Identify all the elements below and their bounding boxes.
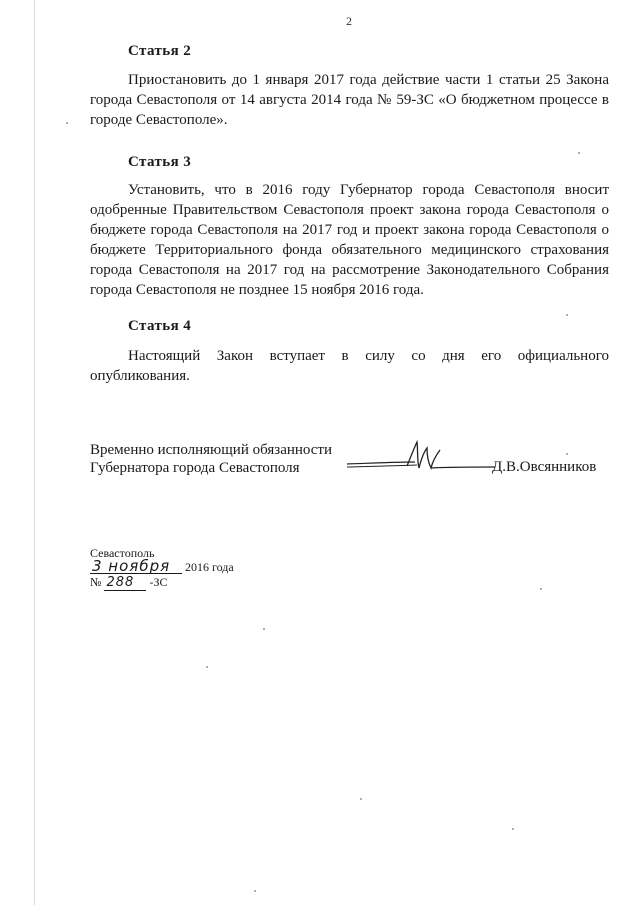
scan-speck bbox=[263, 628, 265, 630]
number-handwritten: 288 bbox=[104, 576, 146, 591]
number-prefix: № bbox=[90, 575, 102, 589]
scan-speck bbox=[206, 666, 208, 668]
article-4-text: Настоящий Закон вступает в силу со дня его официального опубликования. bbox=[90, 348, 609, 384]
law-number bbox=[90, 575, 167, 591]
scan-speck bbox=[512, 828, 514, 830]
place-of-signing: Севастополь bbox=[90, 546, 155, 560]
scan-margin-line bbox=[34, 0, 35, 905]
scan-speck bbox=[66, 122, 68, 124]
date-handwritten: 3 ноября bbox=[90, 559, 182, 574]
signatory-position bbox=[90, 441, 332, 477]
article-2-heading: Статья 2 bbox=[128, 43, 192, 59]
article-3-heading: Статья 3 bbox=[128, 154, 192, 170]
page-number: 2 bbox=[346, 14, 352, 28]
scan-speck bbox=[566, 314, 568, 316]
signatory-name: Д.В.Овсянников bbox=[492, 459, 597, 475]
signatory-position-line1: Временно исполняющий обязанности bbox=[90, 442, 333, 458]
scan-speck bbox=[578, 152, 580, 154]
scan-speck bbox=[540, 588, 542, 590]
scan-speck bbox=[360, 798, 362, 800]
article-2-text: Приостановить до 1 января 2017 года действие части 1 статьи 25 Закона города Севастополя от 14 августа 2014 года № 59-ЗС «О бюджетном процессе в городе Севастополе». bbox=[90, 72, 609, 128]
number-suffix: -ЗС bbox=[149, 575, 168, 589]
article-3-text: Установить, что в 2016 году Губернатор города Севастополя вносит одобренные Правительством Севастополя проект закона города Севастополя о бюджете города Севастополя на 2017 год и проект закона города Севастополя о бюджете Территориального фонда обязательного медицинского страхования города Севастополя на 2017 год на рассмотрение Законодательного Собрания города Севастополя не позднее 15 ноября 2016 года. bbox=[90, 182, 609, 298]
handwritten-signature bbox=[345, 438, 505, 478]
scan-speck bbox=[566, 453, 568, 455]
signatory-position-line2: Губернатора города Севастополя bbox=[90, 460, 300, 476]
article-4-heading: Статья 4 bbox=[128, 318, 192, 334]
scan-speck bbox=[254, 890, 256, 892]
signing-date bbox=[90, 559, 234, 575]
date-year: 2016 года bbox=[185, 560, 234, 574]
